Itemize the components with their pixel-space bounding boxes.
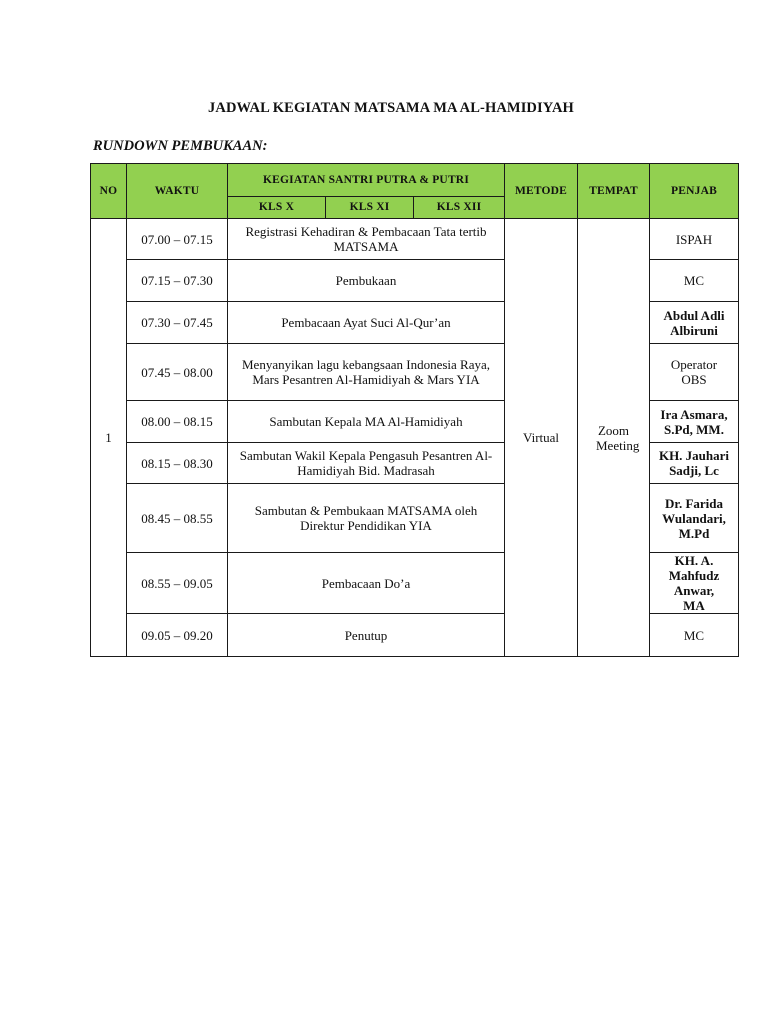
time-cell: 07.45 – 08.00	[127, 344, 228, 401]
time-cell: 07.30 – 07.45	[127, 302, 228, 344]
time-cell: 07.00 – 07.15	[127, 219, 228, 260]
time-cell: 07.15 – 07.30	[127, 260, 228, 302]
activity-cell: Pembukaan	[228, 260, 505, 302]
row-number: 1	[91, 219, 127, 657]
penjab-cell: Operator OBS	[650, 344, 739, 401]
header-tempat: TEMPAT	[578, 164, 650, 219]
activity-cell: Registrasi Kehadiran & Pembacaan Tata tertib MATSAMA	[228, 219, 505, 260]
penjab-cell: MC	[650, 260, 739, 302]
activity-cell: Sambutan Kepala MA Al-Hamidiyah	[228, 401, 505, 443]
time-cell: 08.15 – 08.30	[127, 443, 228, 484]
penjab-cell: MC	[650, 614, 739, 657]
activity-cell: Penutup	[228, 614, 505, 657]
activity-cell: Pembacaan Ayat Suci Al-Qur’an	[228, 302, 505, 344]
section-title: RUNDOWN PEMBUKAAN:	[93, 138, 268, 154]
activity-cell: Sambutan Wakil Kepala Pengasuh Pesantren Al-Hamidiyah Bid. Madrasah	[228, 443, 505, 484]
tempat-cell: Zoom Meeting	[578, 219, 650, 657]
activity-cell: Pembacaan Do’a	[228, 553, 505, 614]
document-title: JADWAL KEGIATAN MATSAMA MA AL-HAMIDIYAH	[208, 100, 574, 116]
metode-cell: Virtual	[505, 219, 578, 657]
rundown-table	[90, 163, 739, 657]
time-cell: 09.05 – 09.20	[127, 614, 228, 657]
penjab-cell: KH. A. Mahfudz Anwar, MA	[650, 553, 739, 614]
penjab-cell: Dr. Farida Wulandari, M.Pd	[650, 484, 739, 553]
table-header-row	[91, 164, 739, 197]
time-cell: 08.55 – 09.05	[127, 553, 228, 614]
header-kls-xii: KLS XII	[414, 197, 505, 219]
penjab-cell: Abdul Adli Albiruni	[650, 302, 739, 344]
penjab-cell: KH. Jauhari Sadji, Lc	[650, 443, 739, 484]
header-penjab: PENJAB	[650, 164, 739, 219]
header-kegiatan: KEGIATAN SANTRI PUTRA & PUTRI	[228, 164, 505, 197]
header-metode: METODE	[505, 164, 578, 219]
penjab-cell: Ira Asmara, S.Pd, MM.	[650, 401, 739, 443]
activity-cell: Sambutan & Pembukaan MATSAMA oleh Direktur Pendidikan YIA	[228, 484, 505, 553]
header-kls-x: KLS X	[228, 197, 326, 219]
activity-cell: Menyanyikan lagu kebangsaan Indonesia Raya, Mars Pesantren Al-Hamidiyah & Mars YIA	[228, 344, 505, 401]
table-row	[91, 219, 739, 260]
time-cell: 08.00 – 08.15	[127, 401, 228, 443]
header-waktu: WAKTU	[127, 164, 228, 219]
time-cell: 08.45 – 08.55	[127, 484, 228, 553]
penjab-cell: ISPAH	[650, 219, 739, 260]
header-kls-xi: KLS XI	[326, 197, 414, 219]
header-no: NO	[91, 164, 127, 219]
